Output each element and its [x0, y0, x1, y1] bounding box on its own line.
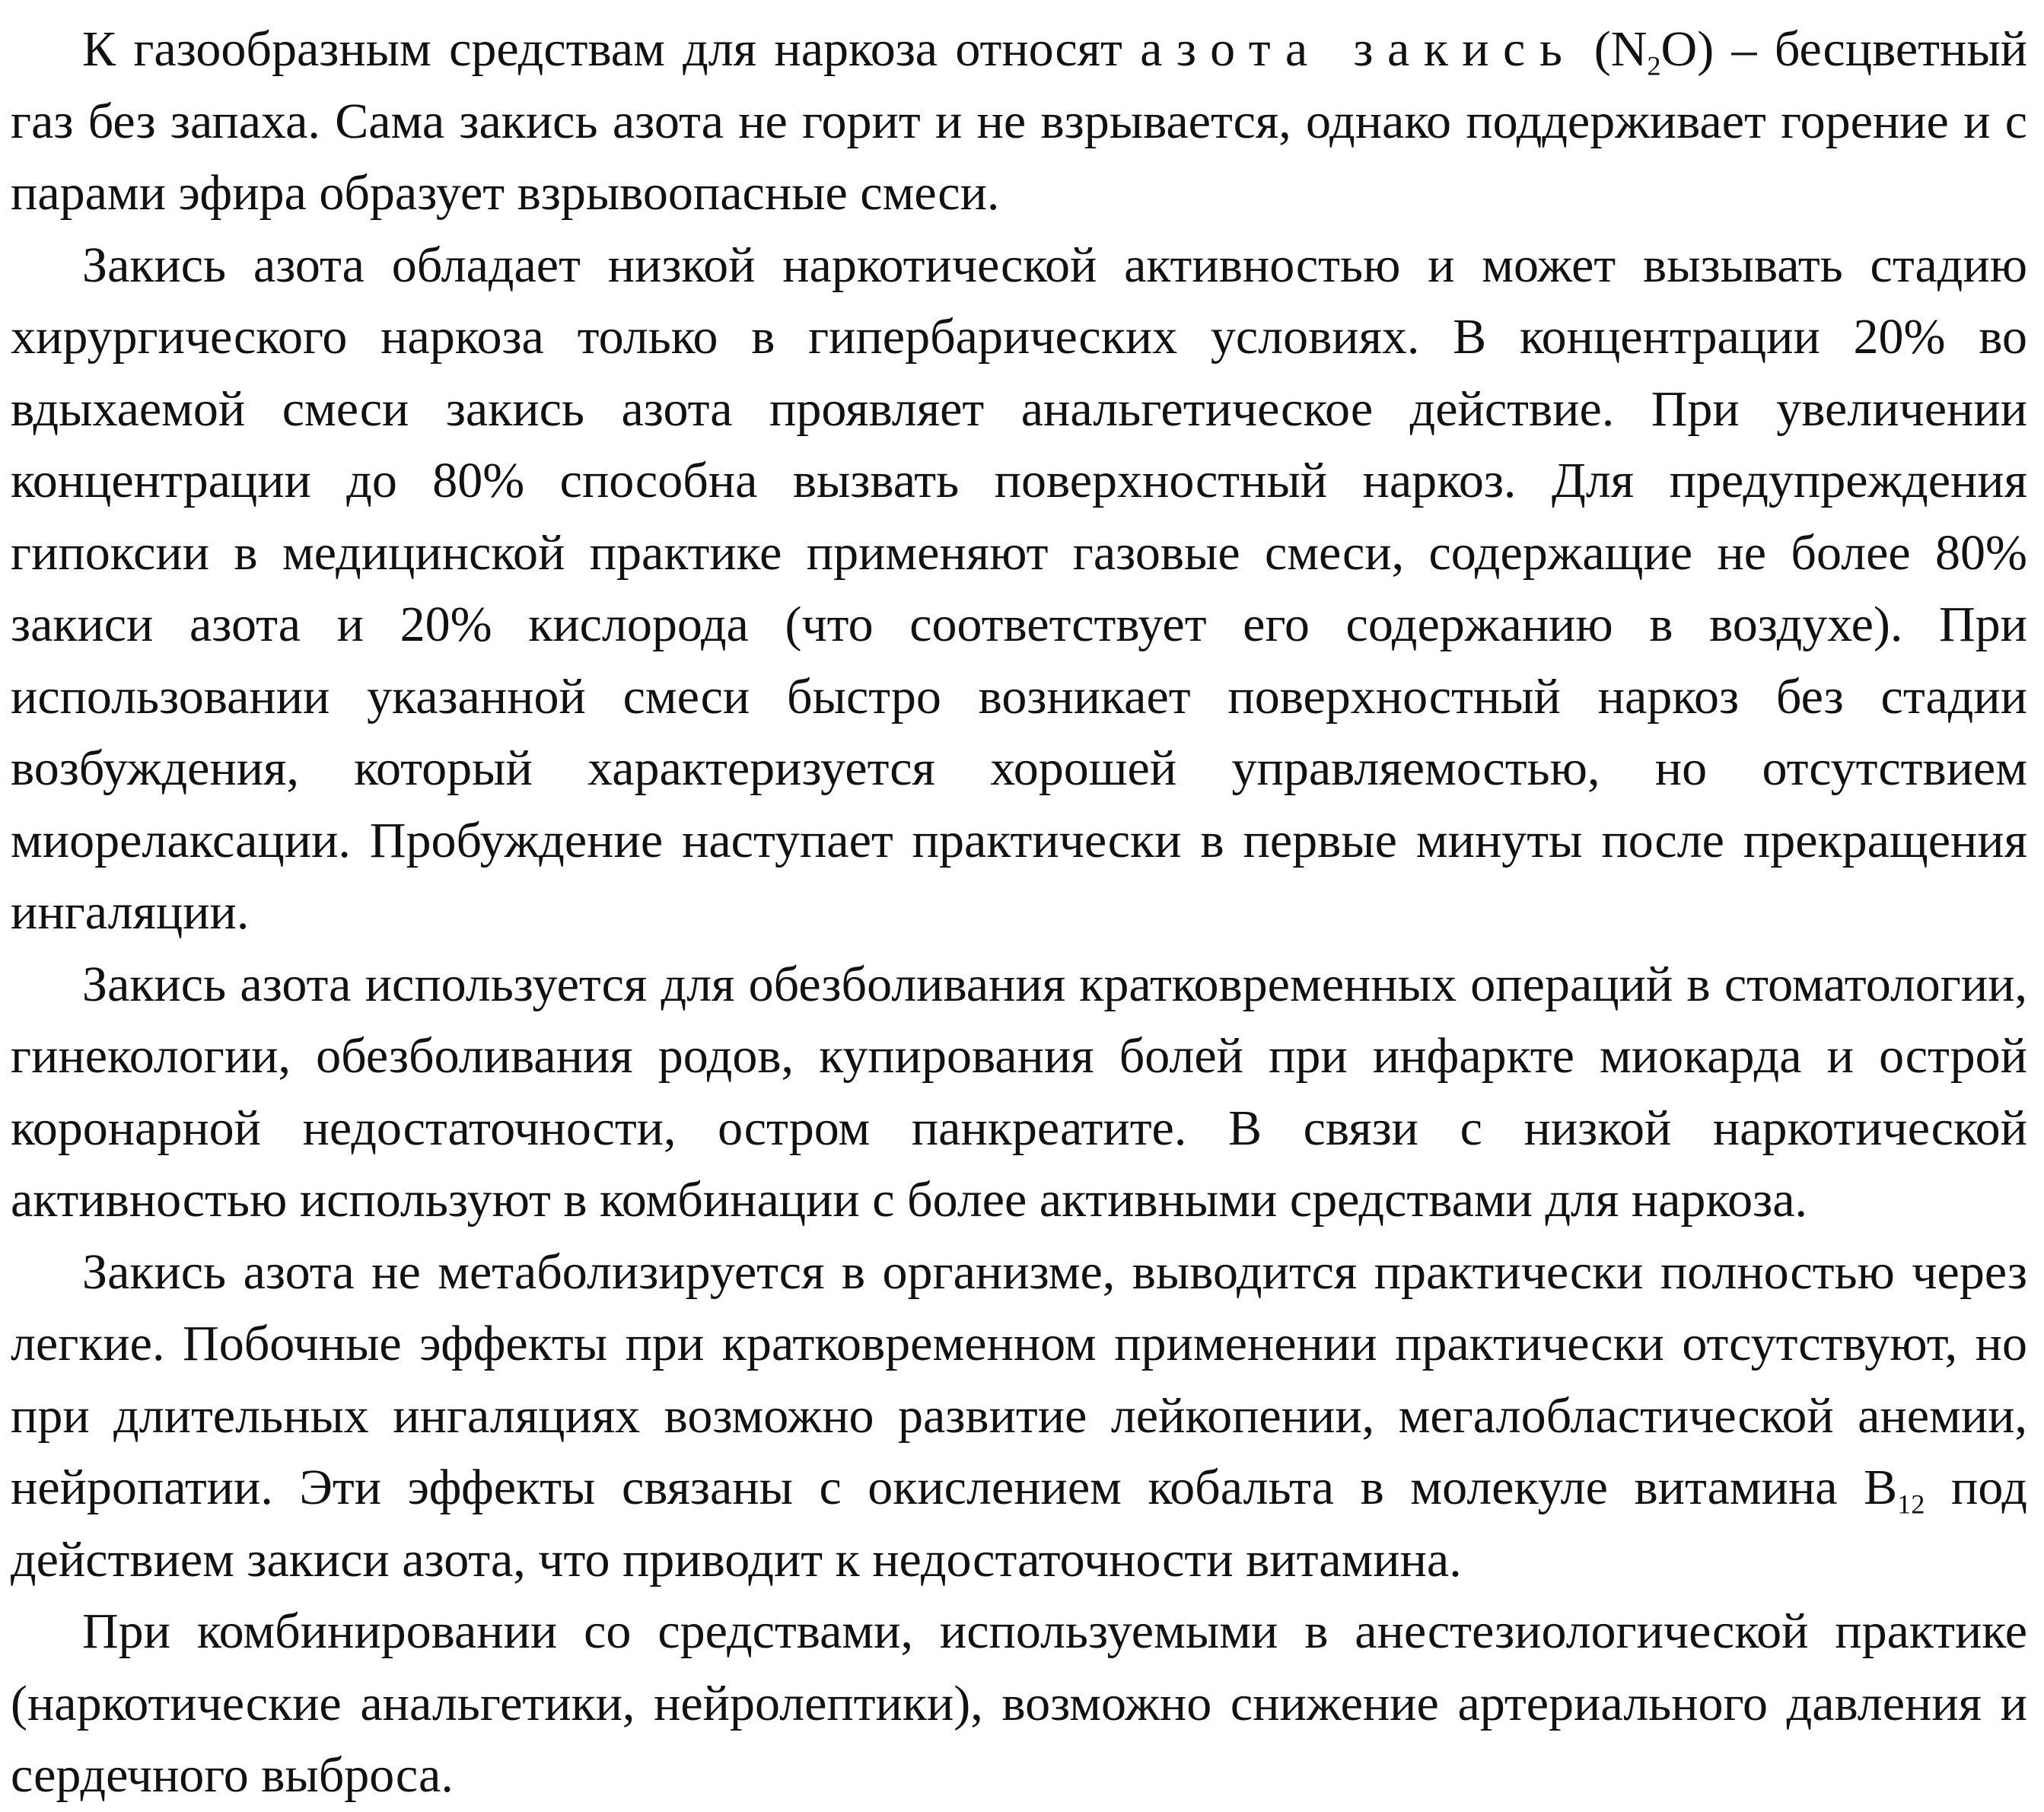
- paragraph-3: Закись азота используется для обезболивания кратковременных операций в стоматологии, гинекологии, обезболивания родов, купирования болей при инфаркте миокарда и острой коронарной недостаточности, остром панкреатите. В связи с низкой наркотической активностью используют в комбинации с более активными средствами для наркоза.: [11, 956, 2027, 1228]
- paragraph-1-text-c: O) – бесцветный газ без запаха. Сама закись азота не горит и не взрывается, однако поддерживает горение и с парами эфира образует взрывоопасные смеси.: [11, 21, 2027, 221]
- paragraph-1-text-a: К газообразным средствам для наркоза относят: [82, 21, 1141, 77]
- vitamin-subscript: 12: [1897, 1489, 1925, 1520]
- paragraph-5: При комбинировании со средствами, используемыми в анестезиологической практике (наркотические анальгетики, нейролептики), возможно снижение артериального давления и сердечного выброса.: [11, 1603, 2027, 1803]
- paragraph-4-text-a: Закись азота не метаболизируется в организме, выводится практически полностью через легкие. Побочные эффекты при кратковременном применении практически отсутствуют, но при длительных ингаляциях возможно развитие лейкопении, мегалобластической анемии, нейропатии. Эти эффекты связаны с окислением кобальта в молекуле витамина В: [11, 1244, 2027, 1515]
- paragraph-1-text-b: (N: [1576, 21, 1648, 77]
- emphasized-term: азота закись: [1140, 21, 1577, 77]
- paragraph-1: [11, 14, 2027, 230]
- paragraph-2: Закись азота обладает низкой наркотической активностью и может вызывать стадию хирургического наркоза только в гипербарических условиях. В концентрации 20% во вдыхаемой смеси закись азота проявляет анальгетическое действие. При увеличении концентрации до 80% способна вызвать поверхностный наркоз. Для предупреждения гипоксии в медицинской практике применяют газовые смеси, содержащие не более 80% закиси азота и 20% кислорода (что соответствует его содержанию в воздухе). При использовании указанной смеси быстро возникает поверхностный наркоз без стадии возбуждения, который характеризуется хорошей управляемостью, но отсутствием миорелаксации. Пробуждение наступает практически в первые минуты после прекращения ингаляции.: [11, 237, 2027, 940]
- paragraph-4-text-b: под действием закиси азота, что приводит к недостаточности витамина.: [11, 1460, 2027, 1587]
- paragraph-4: [11, 1237, 2027, 1597]
- formula-subscript: 2: [1647, 50, 1661, 81]
